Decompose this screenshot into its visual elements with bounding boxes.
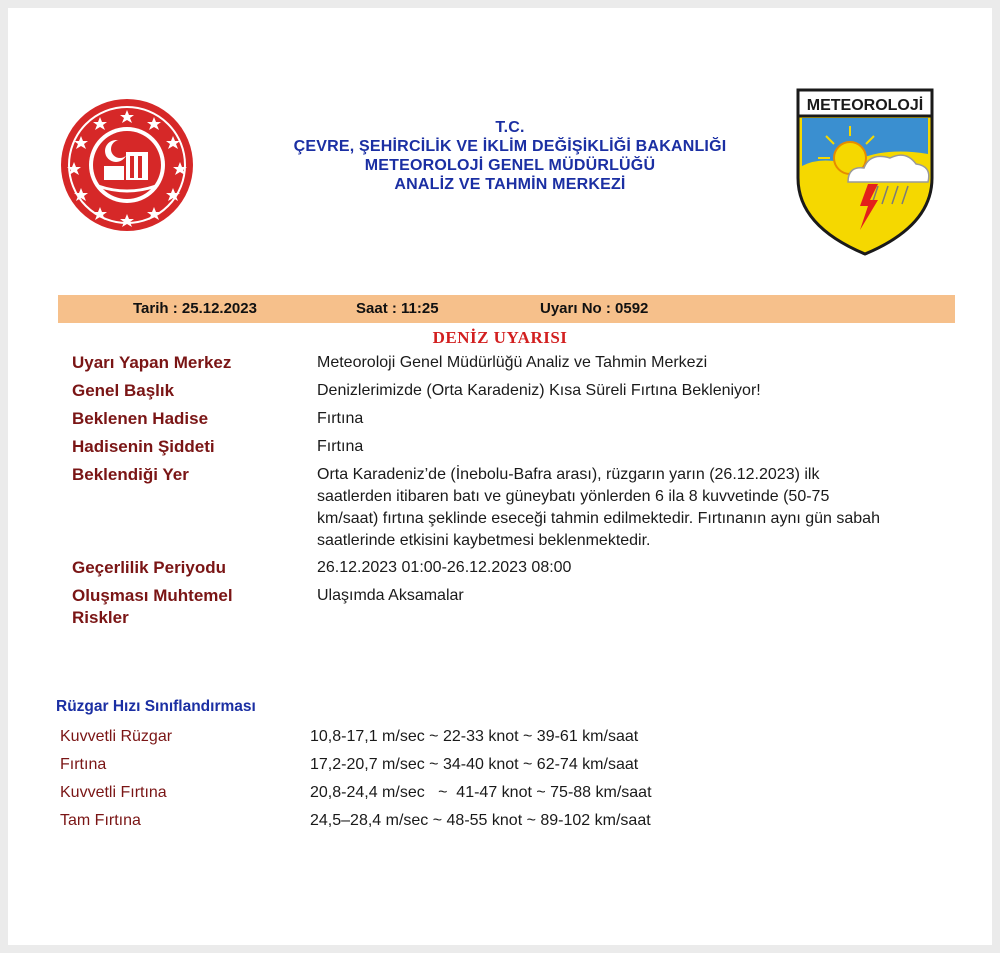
row-value-validity-period: 26.12.2023 01:00-26.12.2023 08:00 bbox=[317, 559, 572, 576]
header-directorate: METEOROLOJİ GENEL MÜDÜRLÜĞÜ bbox=[364, 157, 656, 174]
warning-time: Saat : 11:25 bbox=[356, 300, 439, 317]
header-ministry: ÇEVRE, ŞEHİRCİLİK VE İKLİM DEĞİŞİKLİĞİ BAKANLIĞI bbox=[293, 138, 727, 155]
warning-date: Tarih : 25.12.2023 bbox=[133, 300, 257, 317]
ministry-seal-logo bbox=[58, 96, 196, 234]
wind-class-label: Kuvvetli Rüzgar bbox=[60, 728, 173, 745]
institution-header bbox=[215, 118, 805, 194]
logo-text: METEOROLOJİ bbox=[806, 97, 924, 114]
row-label-expected-event: Beklenen Hadise bbox=[72, 409, 209, 428]
wind-class-value: 24,5–28,4 m/sec ~ 48-55 knot ~ 89-102 km/saat bbox=[310, 812, 651, 829]
row-value-issuing-center: Meteoroloji Genel Müdürlüğü Analiz ve Tahmin Merkezi bbox=[317, 354, 708, 371]
warning-number: Uyarı No : 0592 bbox=[540, 300, 649, 317]
row-label-issuing-center: Uyarı Yapan Merkez bbox=[72, 353, 232, 372]
warning-info-bar bbox=[58, 295, 955, 323]
header-tc: T.C. bbox=[495, 119, 525, 136]
wind-class-label: Fırtına bbox=[60, 756, 107, 773]
row-label-possible-risks: Oluşması Muhtemel Riskler bbox=[72, 586, 233, 627]
row-label-general-title: Genel Başlık bbox=[72, 381, 175, 400]
row-value-expected-location: Orta Karadeniz’de (İnebolu-Bafra arası), rüzgarın yarın (26.12.2023) ilk saatlerden itibaren batı ve güneybatı yönlerden 6 ila 8 kuvvetinde (50-75 km/saat) fırtına şeklinde eseceği tahmin edilmektedir. Fırtınanın aynı gün sabah saatlerinde etkisini kaybetmesi beklenmektedir. bbox=[317, 466, 880, 549]
header-center: ANALİZ VE TAHMİN MERKEZİ bbox=[394, 176, 626, 193]
meteoroloji-shield-logo bbox=[790, 86, 940, 258]
wind-class-value: 17,2-20,7 m/sec ~ 34-40 knot ~ 62-74 km/saat bbox=[310, 756, 639, 773]
wind-class-value: 20,8-24,4 m/sec ~ 41-47 knot ~ 75-88 km/saat bbox=[310, 784, 652, 801]
row-label-expected-location: Beklendiği Yer bbox=[72, 465, 189, 484]
row-value-severity: Fırtına bbox=[317, 438, 364, 455]
wind-class-value: 10,8-17,1 m/sec ~ 22-33 knot ~ 39-61 km/saat bbox=[310, 728, 639, 745]
wind-class-label: Tam Fırtına bbox=[60, 812, 141, 829]
row-label-validity-period: Geçerlilik Periyodu bbox=[72, 558, 227, 577]
row-label-severity: Hadisenin Şiddeti bbox=[72, 437, 215, 456]
warning-title: DENİZ UYARISI bbox=[432, 328, 568, 347]
row-value-expected-event: Fırtına bbox=[317, 410, 364, 427]
wind-class-label: Kuvvetli Fırtına bbox=[60, 784, 167, 801]
row-value-general-title: Denizlerimizde (Orta Karadeniz) Kısa Süreli Fırtına Bekleniyor! bbox=[317, 382, 761, 399]
wind-classification-title: Rüzgar Hızı Sınıflandırması bbox=[56, 698, 256, 715]
row-value-possible-risks: Ulaşımda Aksamalar bbox=[317, 587, 464, 604]
